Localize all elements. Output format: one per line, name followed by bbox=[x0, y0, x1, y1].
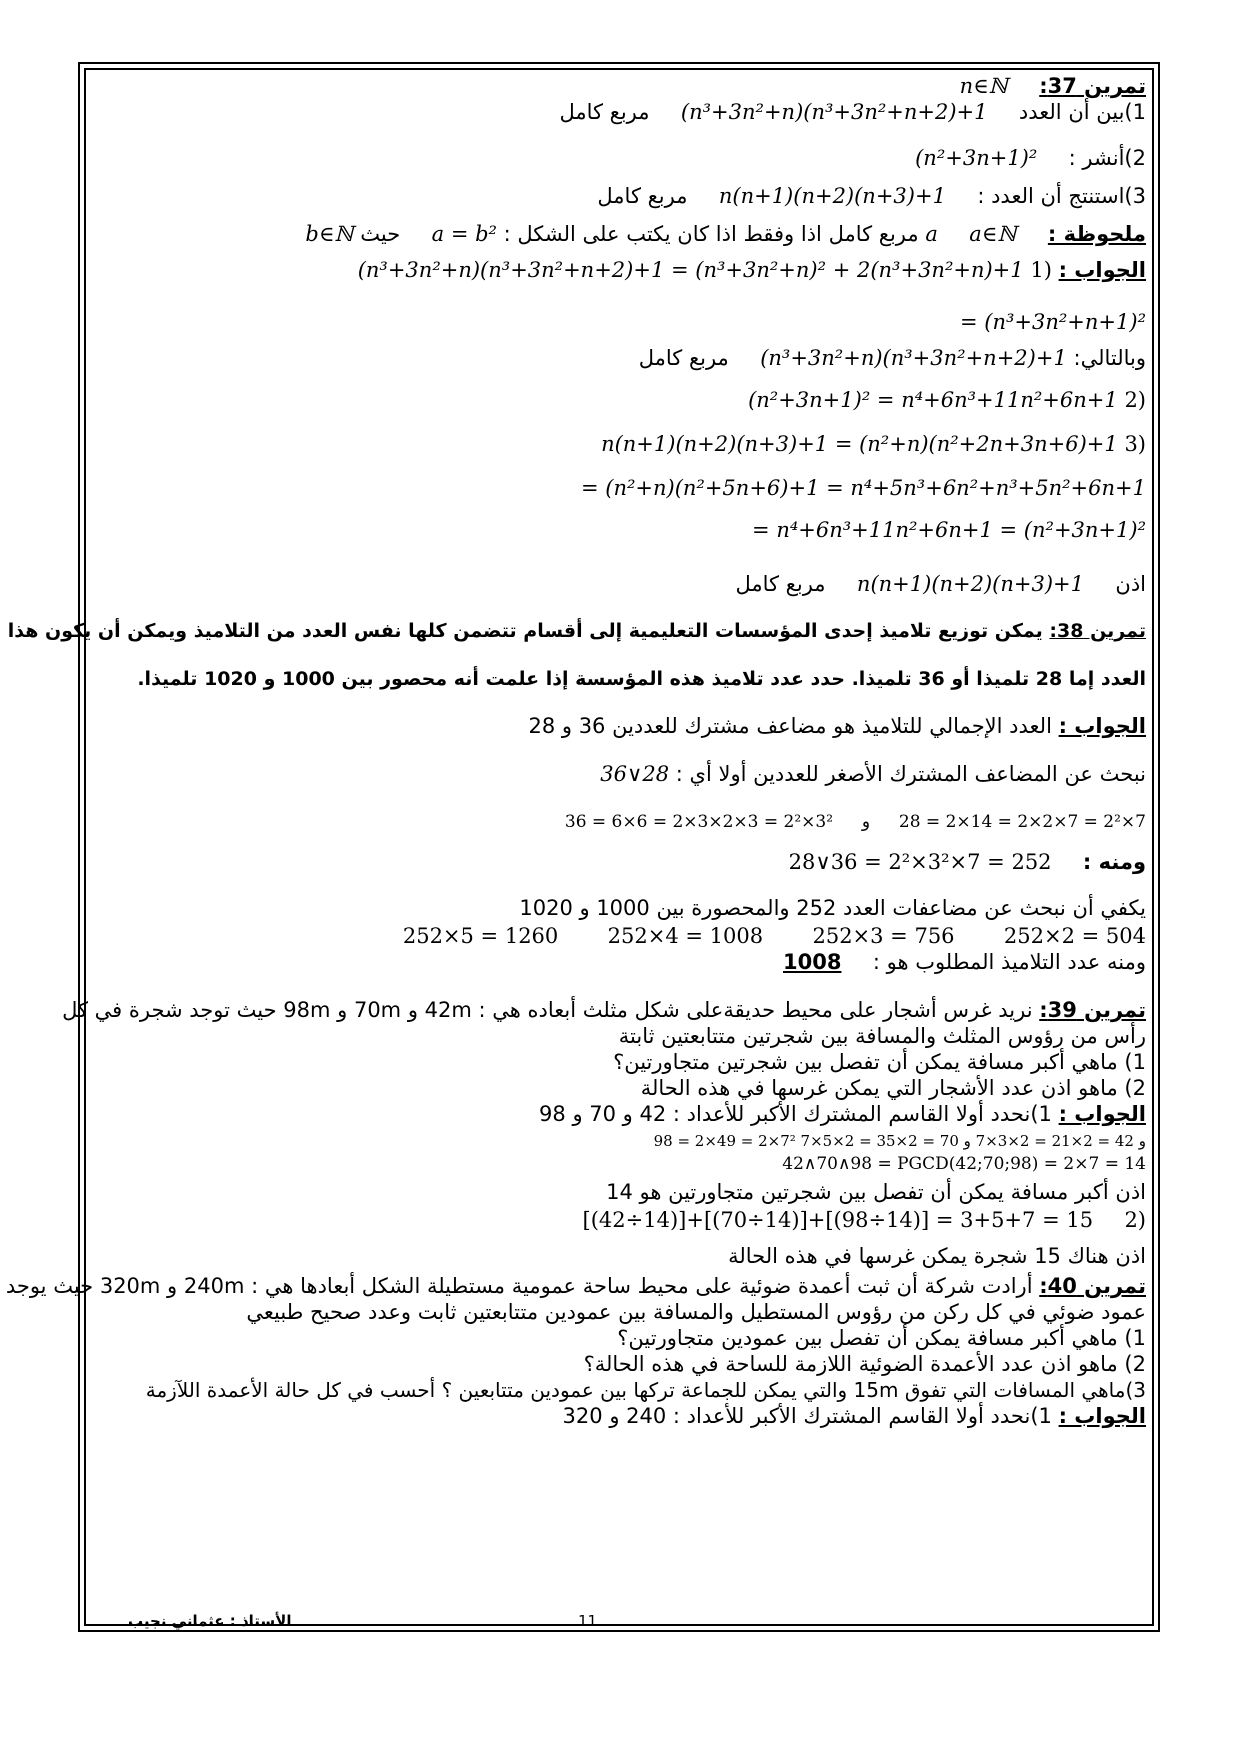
ex37-q2: 2)أنشر : (n²+3n+1)² bbox=[915, 146, 1146, 170]
ex39-decomposition: 98 = 2×49 = 2×7² و 42 = 2×21 = 2×3×7 و 70 = 2×35 = 2×5×7 bbox=[653, 1132, 1146, 1150]
ex38-hence: ومنه : 28∨36 = 2²×3²×7 = 252 bbox=[788, 850, 1146, 874]
ex38-decomposition: 28 = 2×14 = 2×2×7 = 2²×7 و 36 = 6×6 = 2×3×2×3 = 2²×3² bbox=[564, 812, 1146, 832]
ex40-statement-2: عمود ضوئي في كل ركن من رؤوس المستطيل والمسافة بين عمودين متتابعتين ثابت وعدد صحيح طبيعي bbox=[246, 1300, 1146, 1324]
ex40-question-1: 1) ماهي أكبر مسافة يمكن أن تفصل بين عمودين متجاورتين؟ bbox=[617, 1326, 1146, 1350]
ex40-question-2: 2) ماهو اذن عدد الأعمدة الضوئية اللازمة للساحة في هذه الحالة؟ bbox=[583, 1352, 1146, 1376]
page-number: 11 bbox=[578, 1612, 598, 1630]
ex37-answer-2: 2) (n²+3n+1)² = n⁴+6n³+11n²+6n+1 bbox=[748, 388, 1146, 412]
ex39-gcd: 42∧70∧98 = PGCD(42;70;98) = 2×7 = 14 bbox=[782, 1154, 1146, 1174]
ex37-q1: 1)بين أن العدد (n³+3n²+n)(n³+3n²+n+2)+1 مربع كامل bbox=[559, 100, 1146, 124]
ex39-question-2: 2) ماهو اذن عدد الأشجار التي يمكن غرسها في هذه الحالة bbox=[640, 1076, 1146, 1100]
ex39-question-1: 1) ماهي أكبر مسافة يمكن أن تفصل بين شجرتين متجاورتين؟ bbox=[613, 1050, 1146, 1074]
ex39-answer-1: الجواب : 1)نحدد أولا القاسم المشترك الأكبر للأعداد : 42 و 70 و 98 bbox=[539, 1102, 1146, 1126]
ex38-result-value: 1008 bbox=[783, 950, 842, 974]
ex40-question-3: 3)ماهي المسافات التي تفوق 15m والتي يمكن للجماعة تركها بين عمودين متتابعين ؟ أحسب في كل حالة الأعمدة اللآزمة bbox=[145, 1378, 1146, 1402]
ex38-answer-2: نبحث عن المضاعف المشترك الأصغر للعددين أولا أي : 36∨28 bbox=[600, 762, 1146, 786]
ex37-answer-1: الجواب : 1) (n³+3n²+n)(n³+3n²+n+2)+1 = (n³+3n²+n)² + 2(n³+3n²+n)+1 bbox=[357, 258, 1146, 282]
ex37-title: تمرين 37: bbox=[1039, 74, 1146, 98]
ex39-statement-2: رأس من رؤوس المثلث والمسافة بين شجرتين متتابعتين ثابتة bbox=[618, 1024, 1146, 1048]
ex37-answer-3: 3) n(n+1)(n+2)(n+3)+1 = (n²+n)(n²+2n+3n+6)+1 bbox=[601, 432, 1146, 456]
ex37-answer-1c: وبالتالي: (n³+3n²+n)(n³+3n²+n+2)+1 مربع كامل bbox=[638, 346, 1146, 370]
ex38-result: ومنه عدد التلاميذ المطلوب هو : 1008 bbox=[783, 950, 1146, 974]
ex37-answer-3d: اذن n(n+1)(n+2)(n+3)+1 مربع كامل bbox=[735, 572, 1146, 596]
ex37-note: ملحوظة : a∈ℕ a مربع كامل اذا وفقط اذا كان يكتب على الشكل : a = b² حيث b∈ℕ bbox=[305, 222, 1146, 246]
ex37-answer-3b: = (n²+n)(n²+5n+6)+1 = n⁴+5n³+6n²+n³+5n²+6n+1 bbox=[580, 476, 1146, 500]
footer-author: الأستاذ : عثماني نجيب bbox=[128, 1612, 292, 1630]
ex37-answer-1b: = (n³+3n²+n+1)² bbox=[960, 310, 1146, 334]
ex39-max-distance: اذن أكبر مسافة يمكن أن تفصل بين شجرتين متجاورتين هو 14 bbox=[606, 1180, 1146, 1204]
ex39-conclusion: اذن هناك 15 شجرة يمكن غرسها في هذه الحالة bbox=[728, 1244, 1146, 1268]
ex37-answer-3c: = n⁴+6n³+11n²+6n+1 = (n²+3n+1)² bbox=[752, 518, 1146, 542]
ex38-statement-1: تمرين 38: يمكن توزيع تلاميذ إحدى المؤسسات التعليمية إلى أقسام تتضمن كلها نفس العدد من التلاميذ ويمكن أن يكون هذا bbox=[7, 620, 1146, 642]
ex40-answer-1: الجواب : 1)نحدد أولا القاسم المشترك الأكبر للأعداد : 240 و 320 bbox=[562, 1404, 1146, 1428]
ex38-answer-1: الجواب : العدد الإجمالي للتلاميذ هو مضاعف مشترك للعددين 36 و 28 bbox=[528, 714, 1146, 738]
ex38-statement-2: العدد إما 28 تلميذا أو 36 تلميذا. حدد عدد تلاميذ هذه المؤسسة إذا علمت أنه محصور بين 1000 و 1020 تلميذا. bbox=[137, 668, 1146, 690]
ex39-statement-1: تمرين 39: نريد غرس أشجار على محيط حديقةعلى شكل مثلث أبعاده هي : 42m و 70m و 98m حيث توجد شجرة في كل bbox=[62, 998, 1146, 1022]
ex40-statement-1: تمرين 40: أرادت شركة أن ثبت أعمدة ضوئية على محيط ساحة عمومية مستطيلة الشكل أبعادها هي : 240m و 320m حيث يوجد bbox=[5, 1274, 1146, 1298]
ex39-answer-2: 2) [(42÷14)]+[(70÷14)]+[(98÷14)] = 3+5+7 = 15 bbox=[582, 1208, 1146, 1232]
ex38-suffice: يكفي أن نبحث عن مضاعفات العدد 252 والمحصورة بين 1000 و 1020 bbox=[519, 896, 1146, 920]
ex38-multiples: 252×2 = 504 252×3 = 756 252×4 = 1008 252×5 = 1260 bbox=[402, 924, 1146, 948]
ex37-header bbox=[960, 74, 1146, 99]
ex37-q3: 3)استنتج أن العدد : n(n+1)(n+2)(n+3)+1 مربع كامل bbox=[597, 184, 1146, 208]
ex37-domain: n∈ℕ bbox=[959, 74, 1008, 98]
